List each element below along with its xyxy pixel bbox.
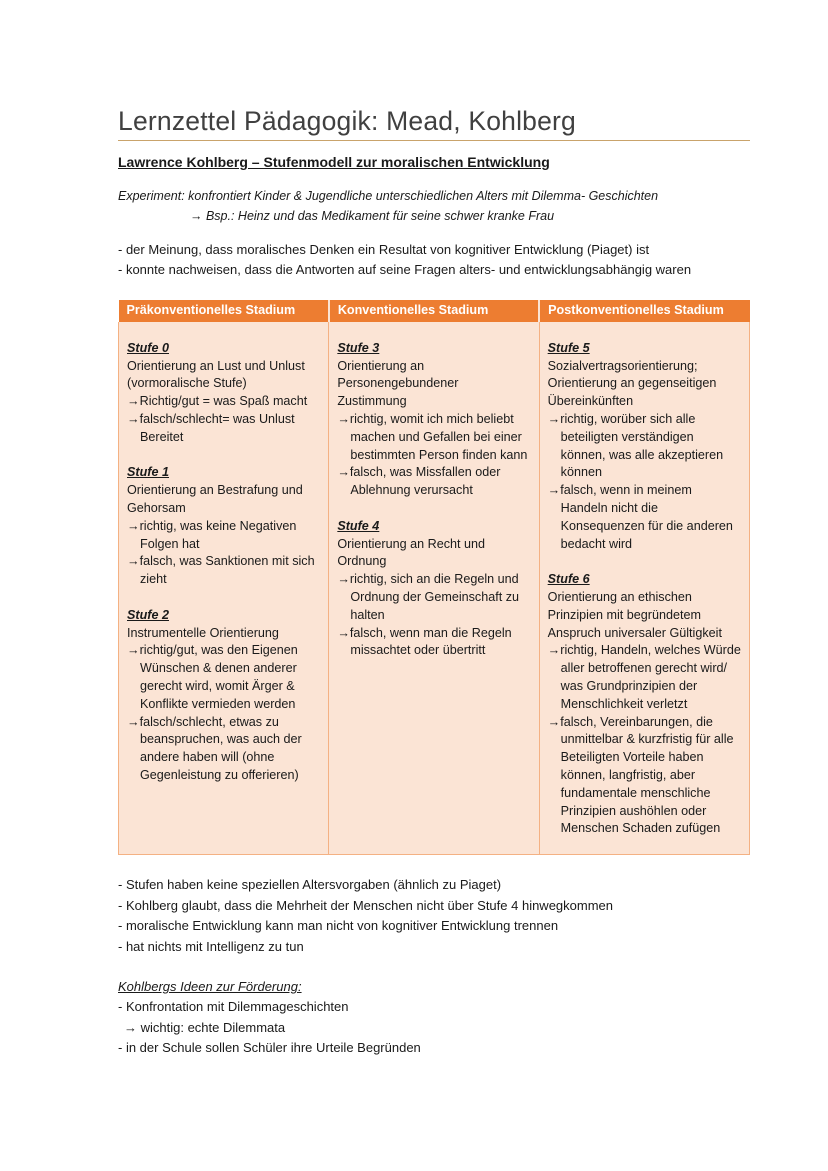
arrow-icon: →	[127, 554, 140, 569]
page-title: Lernzettel Pädagogik: Mead, Kohlberg	[118, 100, 750, 141]
stufe-block	[548, 571, 741, 838]
ideas-heading: Kohlbergs Ideen zur Förderung:	[118, 979, 302, 995]
stufe-item: →richtig, worüber sich alle beteiligten verständigen können, was alle akzeptieren können	[547, 411, 724, 480]
idea-item: - Konfrontation mit Dilemmageschichten	[118, 999, 349, 1015]
stufe-description: Orientierung an Lust und Unlust (vormoralische Stufe)	[127, 358, 305, 391]
idea-item: - in der Schule sollen Schüler ihre Urteile Begründen	[118, 1040, 421, 1056]
idea-subitem: → wichtig: echte Dilemmata	[124, 1019, 286, 1035]
arrow-icon: →	[127, 643, 140, 658]
header-prekonventionell: Präkonventionelles Stadium	[119, 300, 329, 322]
stufe-item: →falsch, was Missfallen oder Ablehnung verursacht	[337, 465, 501, 498]
arrow-icon: →	[127, 518, 140, 533]
arrow-icon: →	[547, 483, 561, 498]
stufe-item: →richtig, womit ich mich beliebt machen und Gefallen bei einer bestimmten Person finden kann	[337, 411, 528, 462]
stufe-heading: Stufe 6	[547, 572, 590, 587]
stufe-item: →richtig/gut, was den Eigenen Wünschen & denen anderer gerecht wird, womit Ärger & Konflikte vermieden werden	[127, 643, 298, 711]
document-page	[118, 100, 750, 1059]
note-item: - Stufen haben keine speziellen Altersvorgaben (ähnlich zu Piaget)	[118, 877, 502, 893]
ideas-list	[118, 997, 750, 1059]
stufe-description: Orientierung an ethischen Prinzipien mit begründetem Anspruch universaler Gültigkeit	[547, 589, 722, 640]
stufe-heading: Stufe 0	[127, 340, 169, 355]
bullet-item: - konnte nachweisen, dass die Antworten auf seine Fragen alters- und entwicklungsabhängig waren	[118, 262, 692, 277]
arrow-icon: →	[547, 411, 561, 426]
table-header-row	[119, 300, 750, 322]
arrow-icon: →	[337, 411, 350, 426]
stufe-heading: Stufe 5	[547, 340, 590, 355]
stufe-item: →falsch, wenn man die Regeln missachtet oder übertritt	[337, 625, 512, 658]
stufe-item: →richtig, Handeln, welches Würde aller betroffenen gerecht wird/ was Grundprinzipien der Menschlichkeit verletzt	[547, 643, 741, 711]
stufe-block	[548, 340, 741, 554]
stufe-item: →richtig, sich an die Regeln und Ordnung der Gemeinschaft zu halten	[337, 572, 520, 622]
arrow-icon: →	[127, 714, 140, 729]
arrow-icon: →	[127, 411, 140, 426]
stufe-block	[127, 464, 320, 589]
stufe-description: Orientierung an Bestrafung und Gehorsam	[127, 483, 303, 515]
stufe-item: →falsch/schlecht, etwas zu beanspruchen, was auch der andere haben will (ohne Gegenleistung zu offerieren)	[127, 714, 302, 782]
stufe-item: →richtig, was keine Negativen Folgen hat	[127, 518, 297, 551]
column-konventionell	[329, 322, 539, 855]
column-prekonventionell	[119, 322, 329, 855]
arrow-icon: →	[127, 394, 140, 409]
stufe-description: Orientierung an Recht und Ordnung	[337, 536, 486, 569]
experiment-example: → Bsp.: Heinz und das Medikament für seine schwer kranke Frau	[190, 209, 555, 223]
stages-table	[118, 300, 750, 855]
stufe-heading: Stufe 1	[127, 465, 169, 480]
column-postkonventionell	[539, 322, 749, 855]
arrow-icon: →	[547, 714, 561, 729]
note-item: - hat nichts mit Intelligenz zu tun	[118, 938, 304, 954]
stufe-description: Orientierung an Personengebundener Zustimmung	[337, 358, 459, 409]
experiment-description	[118, 186, 750, 226]
stufe-heading: Stufe 3	[337, 340, 380, 355]
stufe-block	[127, 607, 320, 785]
intro-bullets	[118, 240, 750, 280]
arrow-icon: →	[337, 625, 350, 640]
notes-list	[118, 875, 750, 957]
header-konventionell: Konventionelles Stadium	[329, 300, 539, 322]
arrow-icon: →	[337, 572, 350, 587]
stufe-item: →falsch, was Sanktionen mit sich zieht	[127, 554, 315, 587]
stufe-item: →falsch, Vereinbarungen, die unmittelbar & kurzfristig für alle Beteiligten Vorteile haben können, langfristig, aber fundamentale menschliche Prinzipien aushöhlen oder Menschen Schaden zufügen	[547, 714, 734, 836]
note-item: - Kohlberg glaubt, dass die Mehrheit der Menschen nicht über Stufe 4 hinwegkommen	[118, 897, 614, 913]
stufe-item: →falsch/schlecht= was Unlust Bereitet	[127, 411, 295, 444]
stufe-description: Instrumentelle Orientierung	[127, 625, 279, 640]
bullet-item: - der Meinung, dass moralisches Denken ein Resultat von kognitiver Entwicklung (Piaget) ist	[118, 242, 650, 257]
stufe-heading: Stufe 4	[337, 518, 380, 533]
stufe-description: Sozialvertragsorientierung; Orientierung an gegenseitigen Übereinkünften	[547, 358, 717, 409]
arrow-icon: →	[547, 643, 561, 658]
note-item: - moralische Entwicklung kann man nicht von kognitiver Entwicklung trennen	[118, 918, 559, 934]
experiment-line: Experiment: konfrontiert Kinder & Jugendliche unterschiedlichen Alters mit Dilemma- Geschichten	[118, 189, 659, 203]
header-postkonventionell: Postkonventionelles Stadium	[539, 300, 749, 322]
stufe-block	[337, 518, 530, 660]
arrow-icon: →	[337, 465, 350, 480]
stufe-item: →falsch, wenn in meinem Handeln nicht die Konsequenzen für die anderen bedacht wird	[547, 483, 733, 551]
stufe-block	[127, 340, 320, 447]
stufe-block	[337, 340, 530, 500]
stufe-item: →Richtig/gut = was Spaß macht	[127, 394, 308, 409]
section-heading: Lawrence Kohlberg – Stufenmodell zur moralischen Entwicklung	[118, 154, 550, 170]
table-body-row	[119, 322, 750, 855]
stufe-heading: Stufe 2	[127, 607, 169, 622]
